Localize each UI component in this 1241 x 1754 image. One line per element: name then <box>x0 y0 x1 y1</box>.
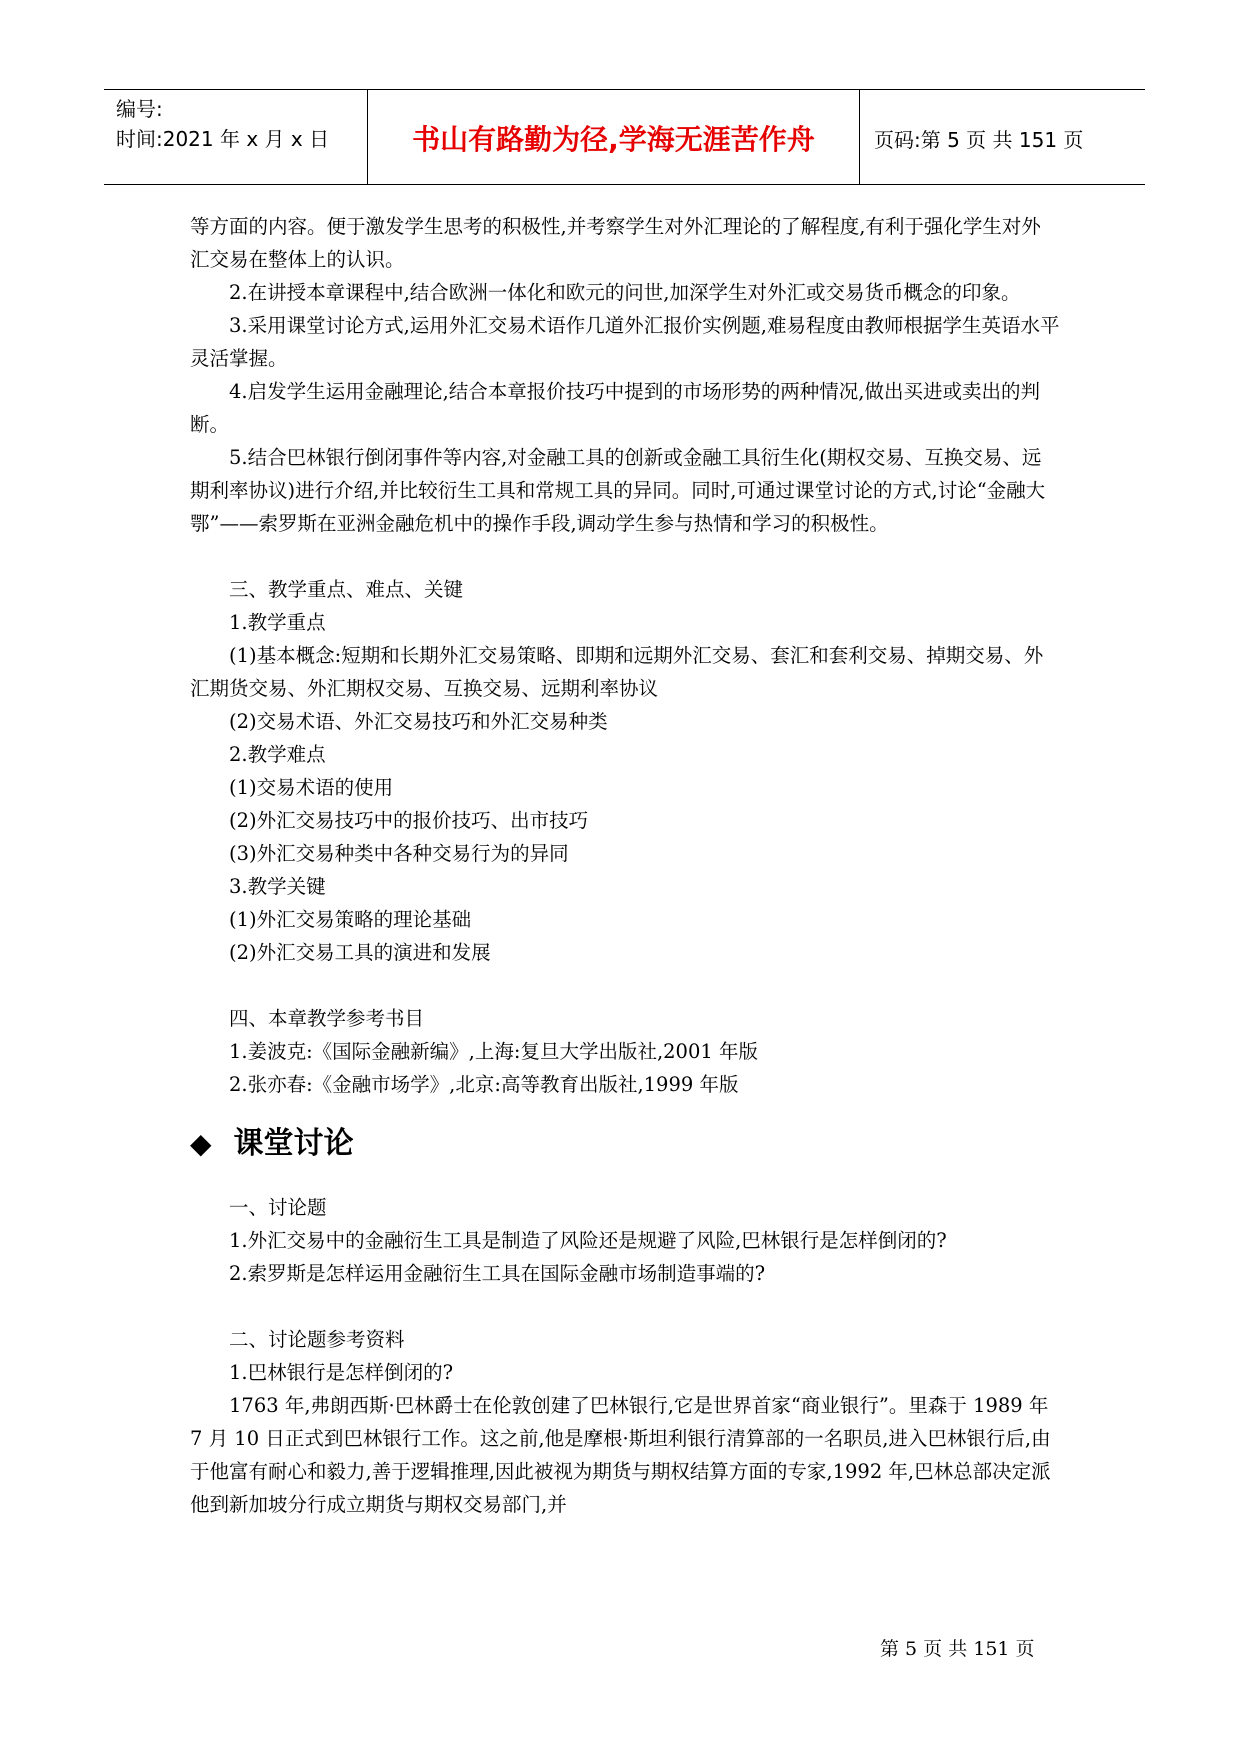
section-heading: 四、本章教学参考书目 <box>229 1007 425 1030</box>
paragraph: 4.启发学生运用金融理论,结合本章报价技巧中提到的市场形势的两种情况,做出买进或卖出的判断。 <box>190 380 1041 436</box>
motto: 书山有路勤为径,学海无涯苦作舟 <box>412 123 815 156</box>
list-item: 1.巴林银行是怎样倒闭的? <box>229 1361 454 1384</box>
paragraph: 3.采用课堂讨论方式,运用外汇交易术语作几道外汇报价实例题,难易程度由教师根据学生英语水平灵活掌握。 <box>190 314 1060 370</box>
section-heading: 三、教学重点、难点、关键 <box>229 578 464 601</box>
paragraph: 5.结合巴林银行倒闭事件等内容,对金融工具的创新或金融工具衍生化(期权交易、互换交易、远期利率协议)进行介绍,并比较衍生工具和常规工具的异同。同时,可通过课堂讨论的方式,讨论“金融大鄂”——索罗斯在亚洲金融危机中的操作手段,调动学生参与热情和学习的积极性。 <box>190 446 1046 535</box>
list-item: 2.教学难点 <box>229 743 326 766</box>
list-item: 3.教学关键 <box>229 875 326 898</box>
discussion-heading <box>190 1119 1060 1169</box>
list-item: 1.教学重点 <box>229 611 326 634</box>
list-item: 1.外汇交易中的金融衍生工具是制造了风险还是规避了风险,巴林银行是怎样倒闭的? <box>229 1229 947 1252</box>
list-item: (1)基本概念:短期和长期外汇交易策略、即期和远期外汇交易、套汇和套利交易、掉期交易、外汇期货交易、外汇期权交易、互换交易、远期利率协议 <box>190 644 1044 700</box>
list-item: (3)外汇交易种类中各种交易行为的异同 <box>229 842 569 865</box>
page-label: 页码:第 5 页 共 151 页 <box>874 128 1084 152</box>
time-label: 时间:2021 年 x 月 x 日 <box>116 127 330 151</box>
header-table <box>104 89 1145 185</box>
header-left <box>116 94 329 154</box>
list-item: (2)交易术语、外汇交易技巧和外汇交易种类 <box>229 710 608 733</box>
diamond-bullet-icon: ◆ <box>190 1127 212 1160</box>
list-item: 2.张亦春:《金融市场学》,北京:高等教育出版社,1999 年版 <box>229 1073 739 1096</box>
section-heading: 一、讨论题 <box>229 1196 327 1219</box>
list-item: (1)外汇交易策略的理论基础 <box>229 908 472 931</box>
list-item: (1)交易术语的使用 <box>229 776 394 799</box>
document-body <box>190 210 1060 1521</box>
paragraph: 等方面的内容。便于激发学生思考的积极性,并考察学生对外汇理论的了解程度,有利于强化学生对外汇交易在整体上的认识。 <box>190 215 1041 271</box>
header-divider <box>859 90 860 184</box>
discussion-title: 课堂讨论 <box>233 1126 354 1161</box>
number-label: 编号: <box>116 97 163 121</box>
list-item: 1.姜波克:《国际金融新编》,上海:复旦大学出版社,2001 年版 <box>229 1040 758 1063</box>
paragraph: 2.在讲授本章课程中,结合欧洲一体化和欧元的问世,加深学生对外汇或交易货币概念的印象。 <box>229 281 1021 304</box>
section-heading: 二、讨论题参考资料 <box>229 1328 405 1351</box>
list-item: 2.索罗斯是怎样运用金融衍生工具在国际金融市场制造事端的? <box>229 1262 766 1285</box>
list-item: (2)外汇交易技巧中的报价技巧、出市技巧 <box>229 809 589 832</box>
page-footer: 第 5 页 共 151 页 <box>880 1638 1035 1660</box>
list-item: (2)外汇交易工具的演进和发展 <box>229 941 491 964</box>
paragraph: 1763 年,弗朗西斯·巴林爵士在伦敦创建了巴林银行,它是世界首家“商业银行”。里森于 1989 年 7 月 10 日正式到巴林银行工作。这之前,他是摩根·斯坦利银行清算部的一名职员,进入巴林银行后,由于他富有耐心和毅力,善于逻辑推理,因此被视为期货与期权结算方面的专家,1992 年,巴林总部决定派他到新加坡分行成立期货与期权交易部门,并 <box>190 1394 1051 1516</box>
